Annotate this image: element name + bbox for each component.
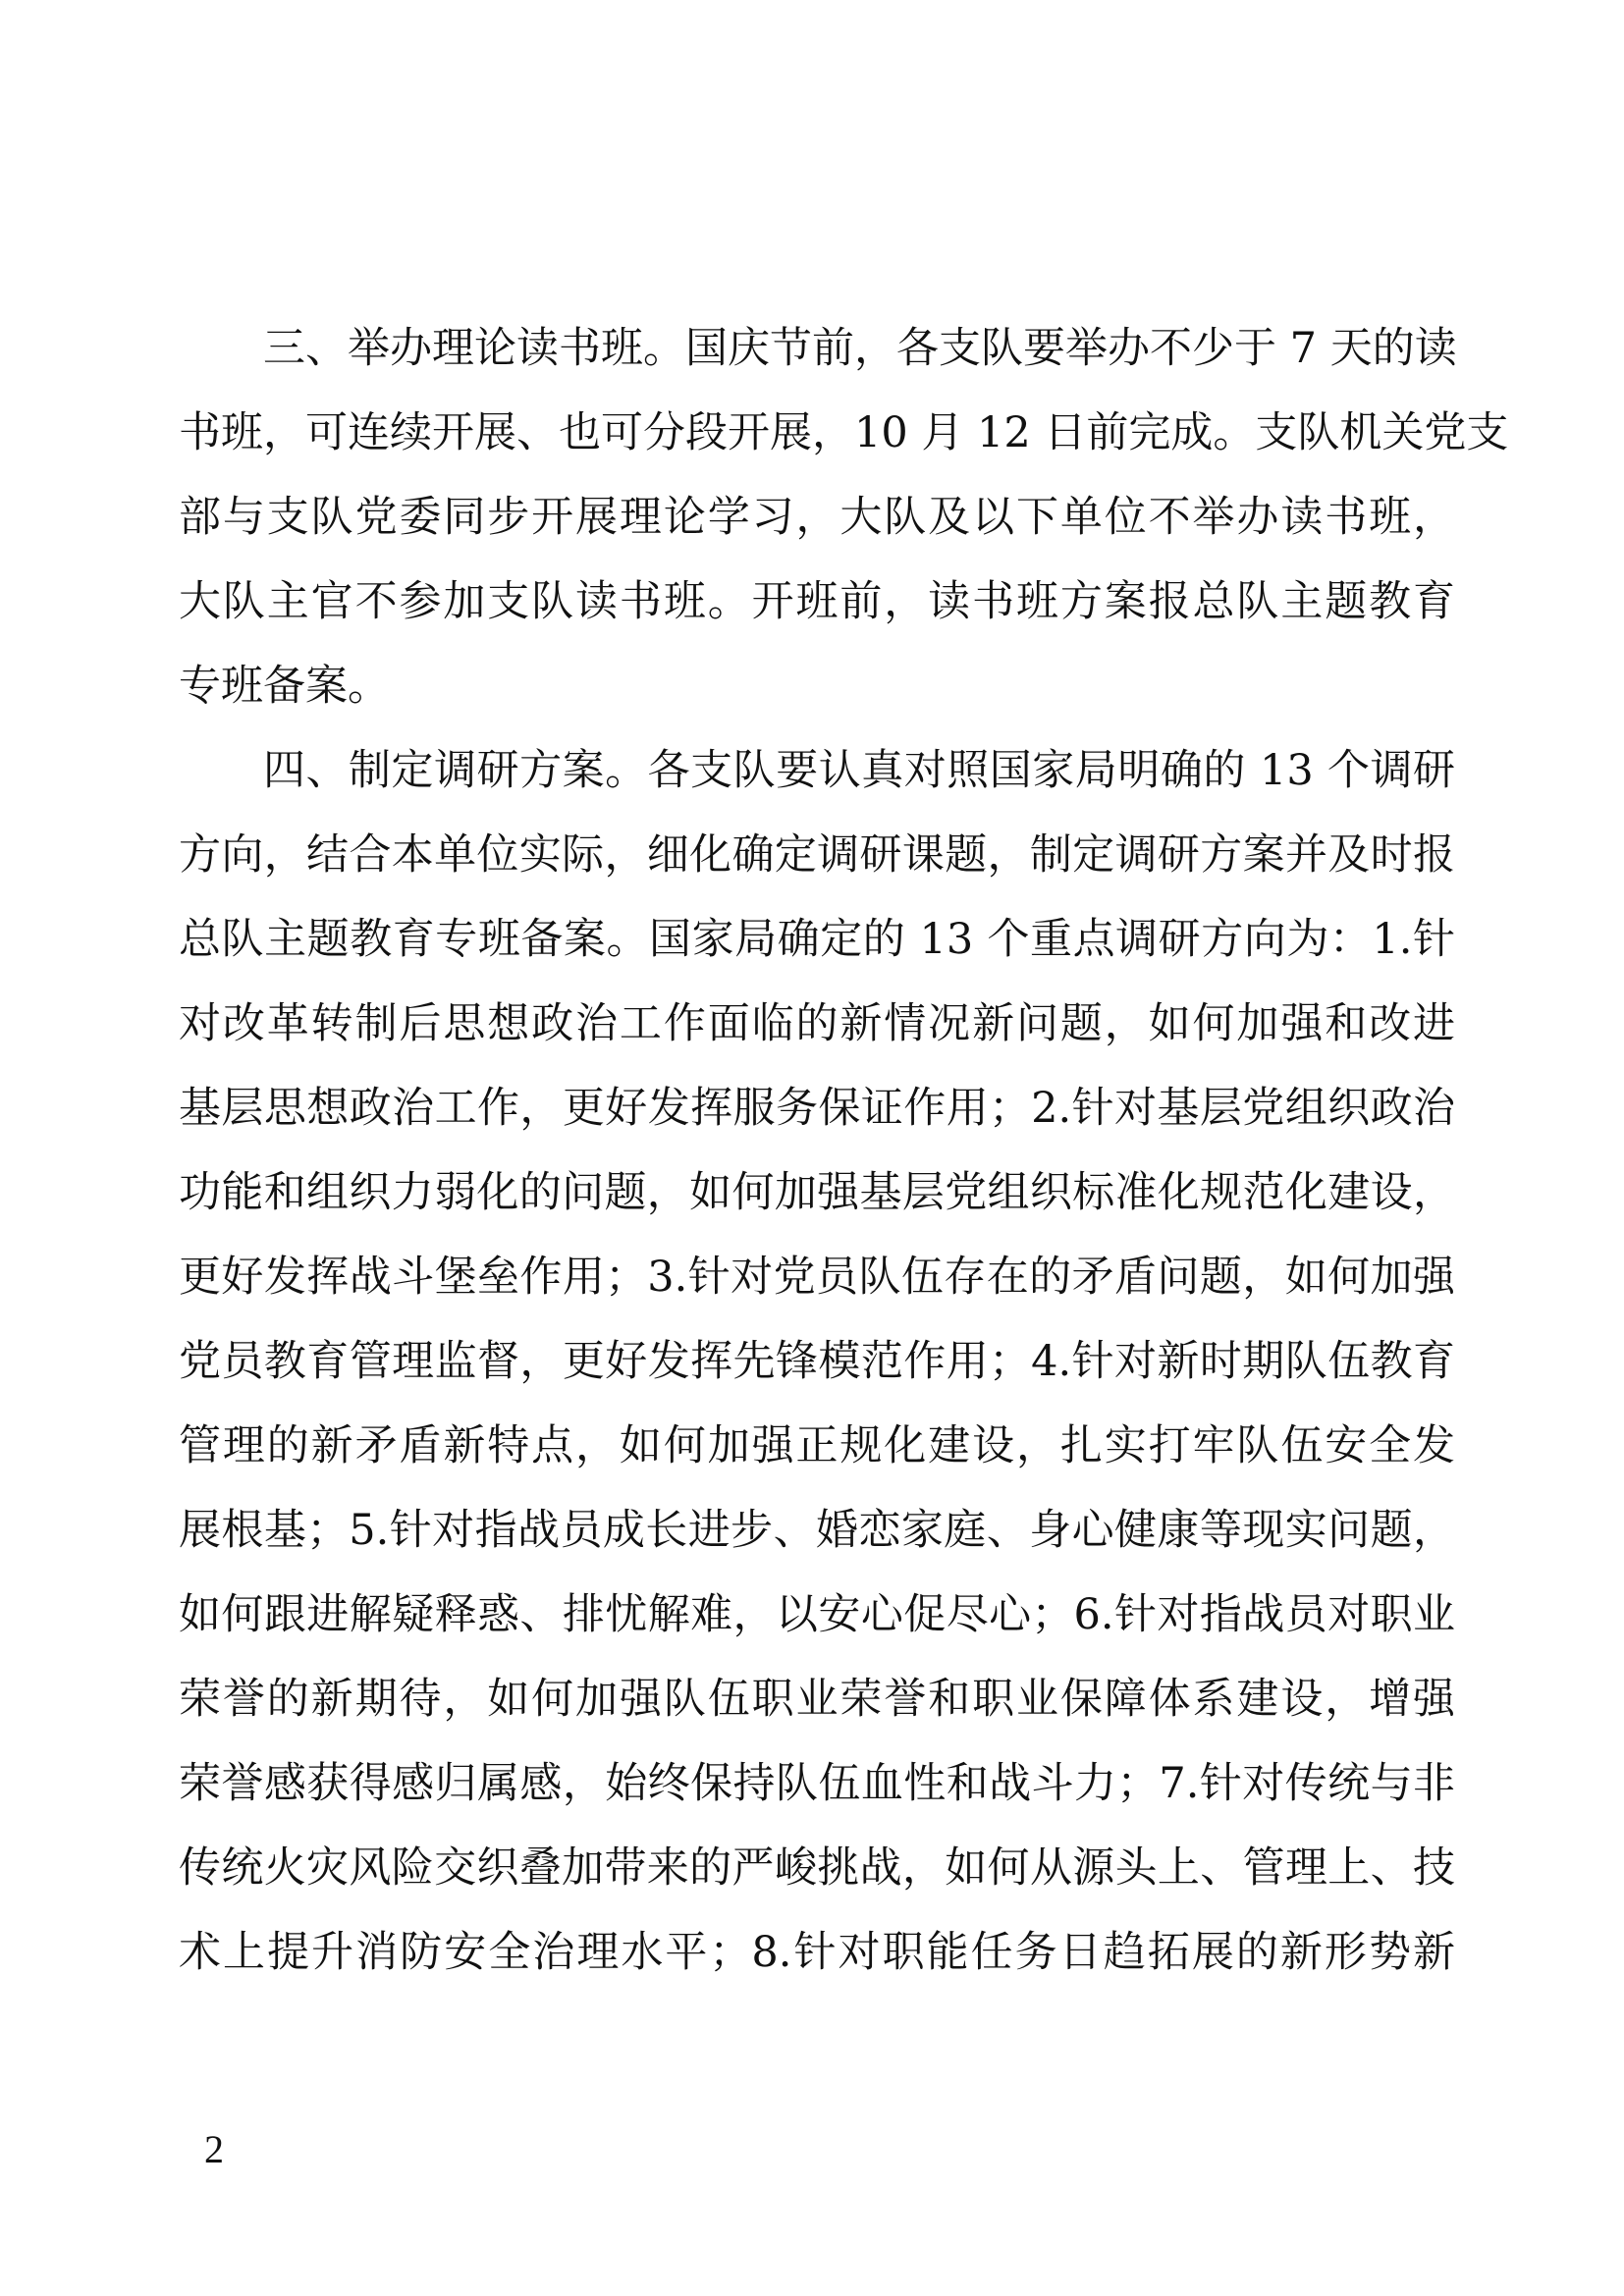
section-three-heading-line: 三、举办理论读书班。国庆节前，各支队要举办不少于 7 天的读 — [263, 324, 1457, 373]
text-line: 部与支队党委同步开展理论学习，大队及以下单位不举办读书班， — [179, 493, 1455, 542]
text-line: 大队主官不参加支队读书班。开班前，读书班方案报总队主题教育 — [179, 577, 1455, 626]
text-line: 术上提升消防安全治理水平；8.针对职能任务日趋拓展的新形势新 — [179, 1928, 1455, 1977]
text-line: 更好发挥战斗堡垒作用；3.针对党员队伍存在的矛盾问题，如何加强 — [179, 1253, 1455, 1302]
text-line: 总队主题教育专班备案。国家局确定的 13 个重点调研方向为：1.针 — [179, 915, 1455, 964]
paragraph-last-line: 专班备案。 — [179, 662, 390, 711]
text-line: 方向，结合本单位实际，细化确定调研课题，制定调研方案并及时报 — [179, 830, 1455, 880]
page-number: 2 — [204, 2127, 224, 2171]
text-line: 党员教育管理监督，更好发挥先锋模范作用；4.针对新时期队伍教育 — [179, 1337, 1455, 1386]
text-line: 荣誉感获得感归属感，始终保持队伍血性和战斗力；7.针对传统与非 — [179, 1759, 1455, 1808]
text-line: 如何跟进解疑释惑、排忧解难，以安心促尽心；6.针对指战员对职业 — [179, 1590, 1455, 1639]
text-line: 基层思想政治工作，更好发挥服务保证作用；2.针对基层党组织政治 — [179, 1084, 1455, 1133]
text-line: 传统火灾风险交织叠加带来的严峻挑战，如何从源头上、管理上、技 — [179, 1843, 1455, 1893]
text-line: 荣誉的新期待，如何加强队伍职业荣誉和职业保障体系建设，增强 — [179, 1675, 1455, 1724]
text-line: 管理的新矛盾新特点，如何加强正规化建设，扎实打牢队伍安全发 — [179, 1421, 1455, 1470]
text-line: 对改革转制后思想政治工作面临的新情况新问题，如何加强和改进 — [179, 999, 1455, 1048]
text-line: 功能和组织力弱化的问题，如何加强基层党组织标准化规范化建设， — [179, 1168, 1455, 1217]
text-line: 展根基；5.针对指战员成长进步、婚恋家庭、身心健康等现实问题， — [179, 1506, 1455, 1555]
text-line: 书班，可连续开展、也可分段开展，10 月 12 日前完成。支队机关党支 — [179, 408, 1509, 457]
section-four-heading-line: 四、制定调研方案。各支队要认真对照国家局明确的 13 个调研 — [263, 746, 1455, 795]
